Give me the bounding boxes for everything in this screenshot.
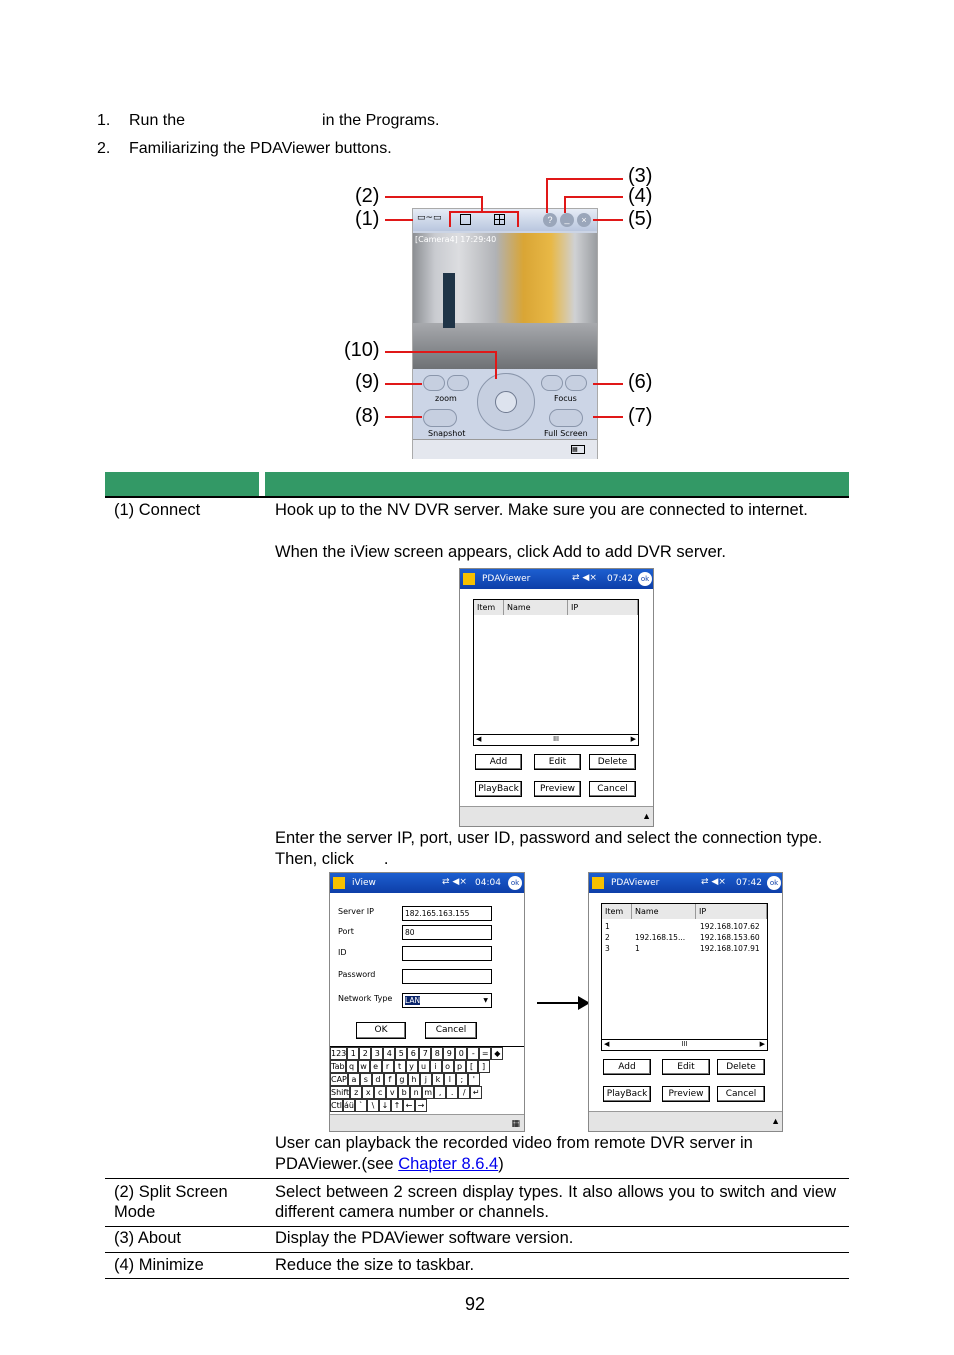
row-minimize-desc: Reduce the size to taskbar. — [275, 1256, 475, 1274]
quad-screen-icon[interactable] — [494, 214, 505, 225]
keyboard-key[interactable]: q — [346, 1060, 358, 1073]
callout-5: (5) — [628, 208, 653, 230]
col-ip[interactable]: IP — [568, 600, 638, 615]
col-name[interactable]: Name — [632, 904, 696, 919]
keyboard-key[interactable]: Ctl — [331, 1101, 342, 1110]
table-header — [105, 472, 849, 498]
add-button[interactable]: Add — [475, 754, 522, 770]
server-ip-input[interactable]: 182.165.163.155 — [402, 906, 492, 921]
keyboard-key[interactable]: z — [350, 1086, 362, 1099]
keyboard-key[interactable]: a — [348, 1073, 360, 1086]
edit-button[interactable]: Edit — [534, 754, 581, 770]
keyboard-key[interactable]: ↵ — [470, 1086, 482, 1099]
col-item[interactable]: Item — [602, 904, 632, 919]
delete-button[interactable]: Delete — [589, 754, 636, 770]
ok-button[interactable]: ok — [638, 572, 652, 586]
app-title: PDAViewer — [611, 878, 660, 888]
single-screen-icon[interactable] — [460, 214, 471, 225]
id-input[interactable] — [402, 946, 492, 961]
clock: 07:42 — [736, 878, 762, 888]
ptz-dpad[interactable] — [477, 373, 535, 431]
table-row[interactable]: 3 1 192.168.107.91 — [605, 944, 760, 953]
pdaviewer-figure — [412, 208, 598, 459]
windows-logo-icon — [592, 877, 604, 889]
keyboard-key[interactable]: ` — [355, 1099, 367, 1112]
keyboard-key[interactable]: \ — [367, 1099, 379, 1112]
keyboard-key[interactable]: áü — [343, 1101, 354, 1110]
app-title: PDAViewer — [482, 574, 531, 584]
focus-far-button[interactable] — [565, 375, 587, 391]
keyboard-key[interactable]: l — [444, 1073, 456, 1086]
cancel-button[interactable]: Cancel — [717, 1086, 765, 1102]
keyboard-key[interactable]: y — [406, 1060, 418, 1073]
keyboard-key[interactable]: 1 — [347, 1047, 359, 1060]
full-screen-label: Full Screen — [544, 429, 588, 438]
keyboard-key[interactable]: ' — [468, 1073, 480, 1086]
scroll-right-icon[interactable]: ▶ — [759, 1041, 765, 1048]
col-name[interactable]: Name — [504, 600, 568, 615]
keyboard-key[interactable]: ↑ — [391, 1099, 403, 1112]
keyboard-key[interactable]: t — [394, 1060, 406, 1073]
h-scrollbar[interactable]: ◀ III ▶ — [476, 736, 636, 743]
keyboard-key[interactable]: d — [372, 1073, 384, 1086]
port-label: Port — [338, 927, 354, 936]
callout-4: (4) — [628, 185, 653, 207]
row-minimize-name: (4) Minimize — [114, 1256, 204, 1274]
row-connect-desc1: Hook up to the NV DVR server. Make sure you are connected to internet. — [275, 501, 808, 519]
row-connect-desc4: User can playback the recorded video from remote DVR server in PDAViewer.(see Chapter 8.6.4) — [275, 1134, 753, 1173]
callout-10: (10) — [344, 339, 380, 361]
connect-icon[interactable]: ▭~▭ — [417, 213, 442, 223]
delete-button[interactable]: Delete — [717, 1059, 765, 1075]
close-icon[interactable]: × — [577, 213, 591, 227]
keyboard-key[interactable]: 5 — [395, 1047, 407, 1060]
keyboard-key[interactable]: f — [384, 1073, 396, 1086]
input-icon[interactable]: ▲ — [642, 811, 651, 821]
server-ip-label: Server IP — [338, 907, 374, 916]
keyboard-key[interactable]: → — [415, 1099, 427, 1112]
keyboard-key[interactable]: n — [410, 1086, 422, 1099]
callout-6: (6) — [628, 371, 653, 393]
about-icon[interactable]: ? — [543, 213, 557, 227]
keyboard-key[interactable]: m — [422, 1086, 434, 1099]
clock: 07:42 — [607, 574, 633, 584]
preview-button[interactable]: Preview — [534, 781, 581, 797]
network-type-label: Network Type — [338, 994, 393, 1003]
keyboard-key[interactable]: u — [418, 1060, 430, 1073]
minimize-icon[interactable]: _ — [560, 213, 574, 227]
keyboard-key[interactable]: 8 — [431, 1047, 443, 1060]
keyboard-key[interactable]: e — [370, 1060, 382, 1073]
callout-3: (3) — [628, 165, 653, 187]
keyboard-key[interactable]: 9 — [443, 1047, 455, 1060]
keyboard-key[interactable]: - — [467, 1047, 479, 1060]
keyboard-key[interactable]: ↓ — [379, 1099, 391, 1112]
row-connect-desc2: When the iView screen appears, click Add to add DVR server. — [275, 543, 726, 561]
keyboard-key[interactable]: c — [374, 1086, 386, 1099]
row-connect-name: (1) Connect — [114, 501, 201, 519]
row-connect-desc3: Enter the server IP, port, user ID, password and select the connection type. Then, click . — [275, 829, 823, 868]
focus-label: Focus — [554, 394, 577, 403]
callout-7: (7) — [628, 405, 653, 427]
windows-logo-icon — [333, 877, 345, 889]
keyboard-key[interactable]: j — [420, 1073, 432, 1086]
keyboard-key[interactable]: 2 — [359, 1047, 371, 1060]
password-label: Password — [338, 970, 376, 979]
row-about-name: (3) About — [114, 1229, 181, 1247]
divider — [105, 1252, 849, 1253]
divider — [105, 1278, 849, 1279]
col-item[interactable]: Item — [474, 600, 504, 615]
keyboard-key[interactable]: 123 — [331, 1049, 347, 1058]
divider — [105, 1178, 849, 1179]
keyboard-key[interactable]: Shift — [331, 1088, 350, 1097]
taskbar — [330, 1114, 525, 1132]
pda-list-screen-1 — [459, 568, 654, 827]
soft-keyboard[interactable] — [330, 1046, 525, 1114]
callout-2: (2) — [355, 185, 380, 207]
chapter-link[interactable]: Chapter 8.6.4 — [398, 1155, 499, 1173]
password-input[interactable] — [402, 969, 492, 984]
ok-button-form[interactable]: OK — [356, 1022, 406, 1039]
keyboard-key[interactable]: x — [362, 1086, 374, 1099]
add-button[interactable]: Add — [603, 1059, 651, 1075]
taskbar — [589, 1111, 783, 1132]
keyboard-key[interactable]: 0 — [455, 1047, 467, 1060]
zoom-in-button[interactable] — [423, 375, 445, 391]
edit-button[interactable]: Edit — [662, 1059, 710, 1075]
scroll-left-icon[interactable]: ◀ — [476, 736, 482, 743]
signal-icon: ⇄ ◀× — [572, 573, 597, 583]
keyboard-key[interactable]: k — [432, 1073, 444, 1086]
network-type-select[interactable]: LAN ▼ — [402, 993, 492, 1008]
keyboard-key[interactable]: [ — [466, 1060, 478, 1073]
row-split-desc: Select between 2 screen display types. It also allows you to switch and view different camera number or channels. — [275, 1183, 836, 1221]
taskbar — [460, 806, 654, 827]
pda-list-screen-2 — [588, 872, 783, 1132]
keyboard-key[interactable]: h — [408, 1073, 420, 1086]
playback-button[interactable]: PlayBack — [603, 1086, 651, 1102]
signal-icon: ⇄ ◀× — [442, 877, 467, 887]
keyboard-key[interactable]: 7 — [419, 1047, 431, 1060]
zoom-label: zoom — [435, 394, 457, 403]
row-split-name: (2) Split Screen Mode — [114, 1183, 228, 1221]
ok-button[interactable]: ok — [767, 876, 781, 890]
camera-label: [Camera4] 17:29:40 — [415, 235, 497, 244]
arrow-right-icon — [537, 1002, 581, 1004]
keyboard-key[interactable]: p — [454, 1060, 466, 1073]
keyboard-key[interactable]: ◆ — [491, 1047, 503, 1060]
keyboard-key[interactable]: i — [430, 1060, 442, 1073]
cancel-button[interactable]: Cancel — [589, 781, 636, 797]
snapshot-label: Snapshot — [428, 429, 466, 438]
server-list — [601, 903, 768, 1051]
port-input[interactable]: 80 — [402, 925, 492, 940]
divider — [105, 1226, 849, 1227]
input-icon[interactable]: ▲ — [771, 1116, 780, 1126]
row-about-desc: Display the PDAViewer software version. — [275, 1229, 574, 1247]
server-list — [473, 599, 639, 746]
clock: 04:04 — [475, 878, 501, 888]
full-screen-button[interactable] — [549, 409, 583, 427]
callout-8: (8) — [355, 405, 380, 427]
keyboard-icon[interactable]: ▦ — [511, 1118, 520, 1128]
keyboard-key[interactable]: CAP — [331, 1075, 347, 1084]
windows-logo-icon — [463, 573, 475, 585]
focus-near-button[interactable] — [541, 375, 563, 391]
scroll-left-icon[interactable]: ◀ — [604, 1041, 610, 1048]
keyboard-key[interactable]: b — [398, 1086, 410, 1099]
pda-iview-screen — [329, 872, 525, 1132]
app-title: iView — [352, 878, 376, 888]
keyboard-key[interactable]: v — [386, 1086, 398, 1099]
playback-button[interactable]: PlayBack — [475, 781, 522, 797]
signal-icon: ⇄ ◀× — [701, 877, 726, 887]
step-1: 1. Run the in the Programs. — [97, 112, 440, 129]
cancel-button-form[interactable]: Cancel — [425, 1022, 477, 1039]
keyboard-key[interactable]: 6 — [407, 1047, 419, 1060]
zoom-out-button[interactable] — [447, 375, 469, 391]
list-rows — [605, 921, 765, 954]
keyboard-key[interactable]: , — [434, 1086, 446, 1099]
snapshot-button[interactable] — [423, 409, 457, 427]
keyboard-icon[interactable]: ▦ — [571, 445, 585, 454]
h-scrollbar[interactable]: ◀ III ▶ — [604, 1041, 765, 1048]
id-label: ID — [338, 948, 347, 957]
keyboard-key[interactable]: ; — [456, 1073, 468, 1086]
keyboard-key[interactable]: 3 — [371, 1047, 383, 1060]
page-number: 92 — [465, 1294, 486, 1314]
keyboard-key[interactable]: ← — [403, 1099, 415, 1112]
keyboard-key[interactable]: r — [382, 1060, 394, 1073]
chevron-down-icon: ▼ — [483, 997, 488, 1004]
step-2: 2. Familiarizing the PDAViewer buttons. — [97, 140, 392, 157]
taskbar — [413, 439, 597, 459]
keyboard-key[interactable]: ] — [478, 1060, 490, 1073]
table-row[interactable]: 2 192.168.15... 192.168.153.60 — [605, 933, 760, 942]
callout-9: (9) — [355, 371, 380, 393]
keyboard-key[interactable]: / — [458, 1086, 470, 1099]
keyboard-key[interactable]: s — [360, 1073, 372, 1086]
table-row[interactable]: 1 192.168.107.62 — [605, 922, 760, 931]
keyboard-key[interactable]: = — [479, 1047, 491, 1060]
ok-button[interactable]: ok — [508, 876, 522, 890]
keyboard-key[interactable]: g — [396, 1073, 408, 1086]
preview-button[interactable]: Preview — [662, 1086, 710, 1102]
keyboard-key[interactable]: w — [358, 1060, 370, 1073]
callout-1: (1) — [355, 208, 380, 230]
keyboard-key[interactable]: 4 — [383, 1047, 395, 1060]
scroll-right-icon[interactable]: ▶ — [630, 736, 636, 743]
camera-view — [413, 233, 597, 369]
col-ip[interactable]: IP — [696, 904, 767, 919]
keyboard-key[interactable]: . — [446, 1086, 458, 1099]
keyboard-key[interactable]: Tab — [331, 1062, 345, 1071]
keyboard-key[interactable]: o — [442, 1060, 454, 1073]
